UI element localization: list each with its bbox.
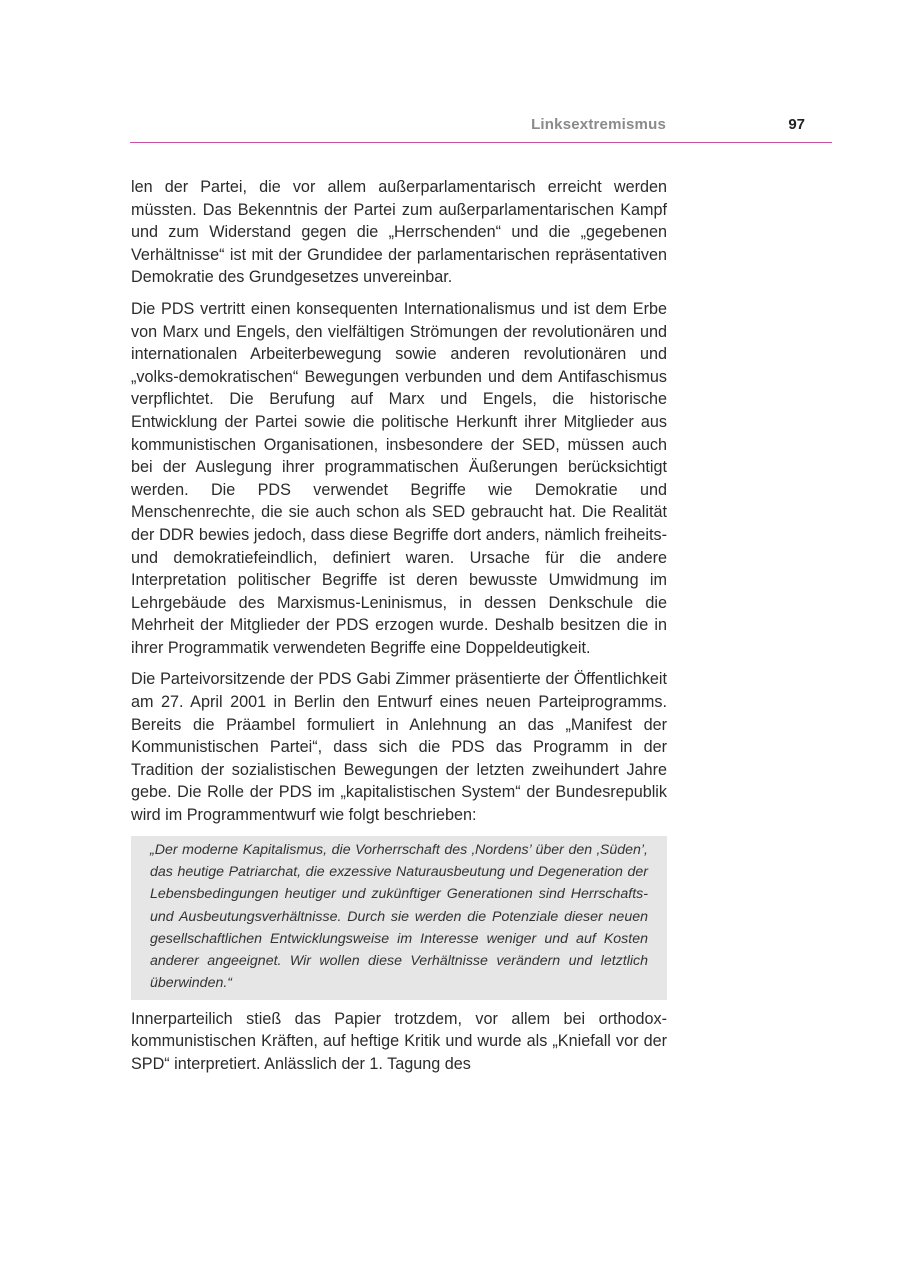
paragraph-1: len der Partei, die vor allem außerparlamentarisch erreicht werden müssten. Das Bekenntnis der Partei zum außerparlamentarischen Kampf und zum Widerstand gegen die „Herrschenden“ und die „gegebenen Verhältnisse“ ist mit der Grundidee der parlamentarischen repräsentativen Demokratie des Grundgesetzes unvereinbar. <box>131 178 667 287</box>
page-number: 97 <box>788 116 805 133</box>
paragraph-4: Innerparteilich stieß das Papier trotzdem, vor allem bei orthodox-kommunistischen Kräften, auf heftige Kritik und wurde als „Kniefall vor der SPD“ interpretiert. Anlässlich der 1. Tagung des <box>131 1009 667 1073</box>
paragraph-3: Die Parteivorsitzende der PDS Gabi Zimmer präsentierte der Öffentlichkeit am 27. April 2001 in Berlin den Entwurf eines neuen Parteiprogramms. Bereits die Präambel formuliert in Anlehnung an das „Manifest der Kommunistischen Partei“, dass sich die PDS das Programm in der Tradition der sozialistischen Bewegungen der letzten zweihundert Jahre gebe. Die Rolle der PDS im „kapitalistischen System“ der Bundesrepublik wird im Programmentwurf wie folgt beschrieben: <box>131 670 667 825</box>
chapter-title: Linksextremismus <box>531 116 666 133</box>
block-quote <box>131 836 667 1000</box>
block-quote-text: „Der moderne Kapitalismus, die Vorherrschaft des ‚Nordens’ über den ‚Süden’, das heutige Patriarchat, die exzessive Naturausbeutung und Degeneration der Lebensbedingungen heutiger und zukünftiger Generationen sind Herrschafts- und Ausbeutungsverhältnisse. Durch sie werden die Potenziale dieser neuen gesellschaftlichen Entwicklungsweise im Interesse weniger und auf Kosten anderer angeeignet. Wir wollen diese Verhältnisse verändern und letztlich überwinden.“ <box>150 841 648 992</box>
paragraph-2: Die PDS vertritt einen konsequenten Internationalismus und ist dem Erbe von Marx und Engels, den vielfältigen Strömungen der revolutionären und internationalen Arbeiterbewegung sowie anderen revolutionären und „volks-demokratischen“ Bewegungen verbunden und dem Antifaschismus verpflichtet. Die Berufung auf Marx und Engels, die historische Entwicklung der Partei sowie die politische Herkunft ihrer Mitglieder aus kommunistischen Organisationen, insbesondere der SED, müssen auch bei der Auslegung ihrer programmatischen Äußerungen berücksichtigt werden. Die PDS verwendet Begriffe wie Demokratie und Menschenrechte, die sie auch schon als SED gebraucht hat. Die Realität der DDR bewies jedoch, dass diese Begriffe dort anders, nämlich freiheits- und demokratiefeindlich, definiert waren. Ursache für die andere Interpretation politischer Begriffe ist deren bewusste Umwidmung im Lehrgebäude des Marxismus-Leninismus, in dessen Denkschule die Mehrheit der Mitglieder der PDS erzogen wurde. Deshalb besitzen die in ihrer Programmatik verwendeten Begriffe eine Doppeldeutigkeit. <box>131 299 667 657</box>
running-header <box>130 116 832 143</box>
body-text <box>131 176 667 1084</box>
